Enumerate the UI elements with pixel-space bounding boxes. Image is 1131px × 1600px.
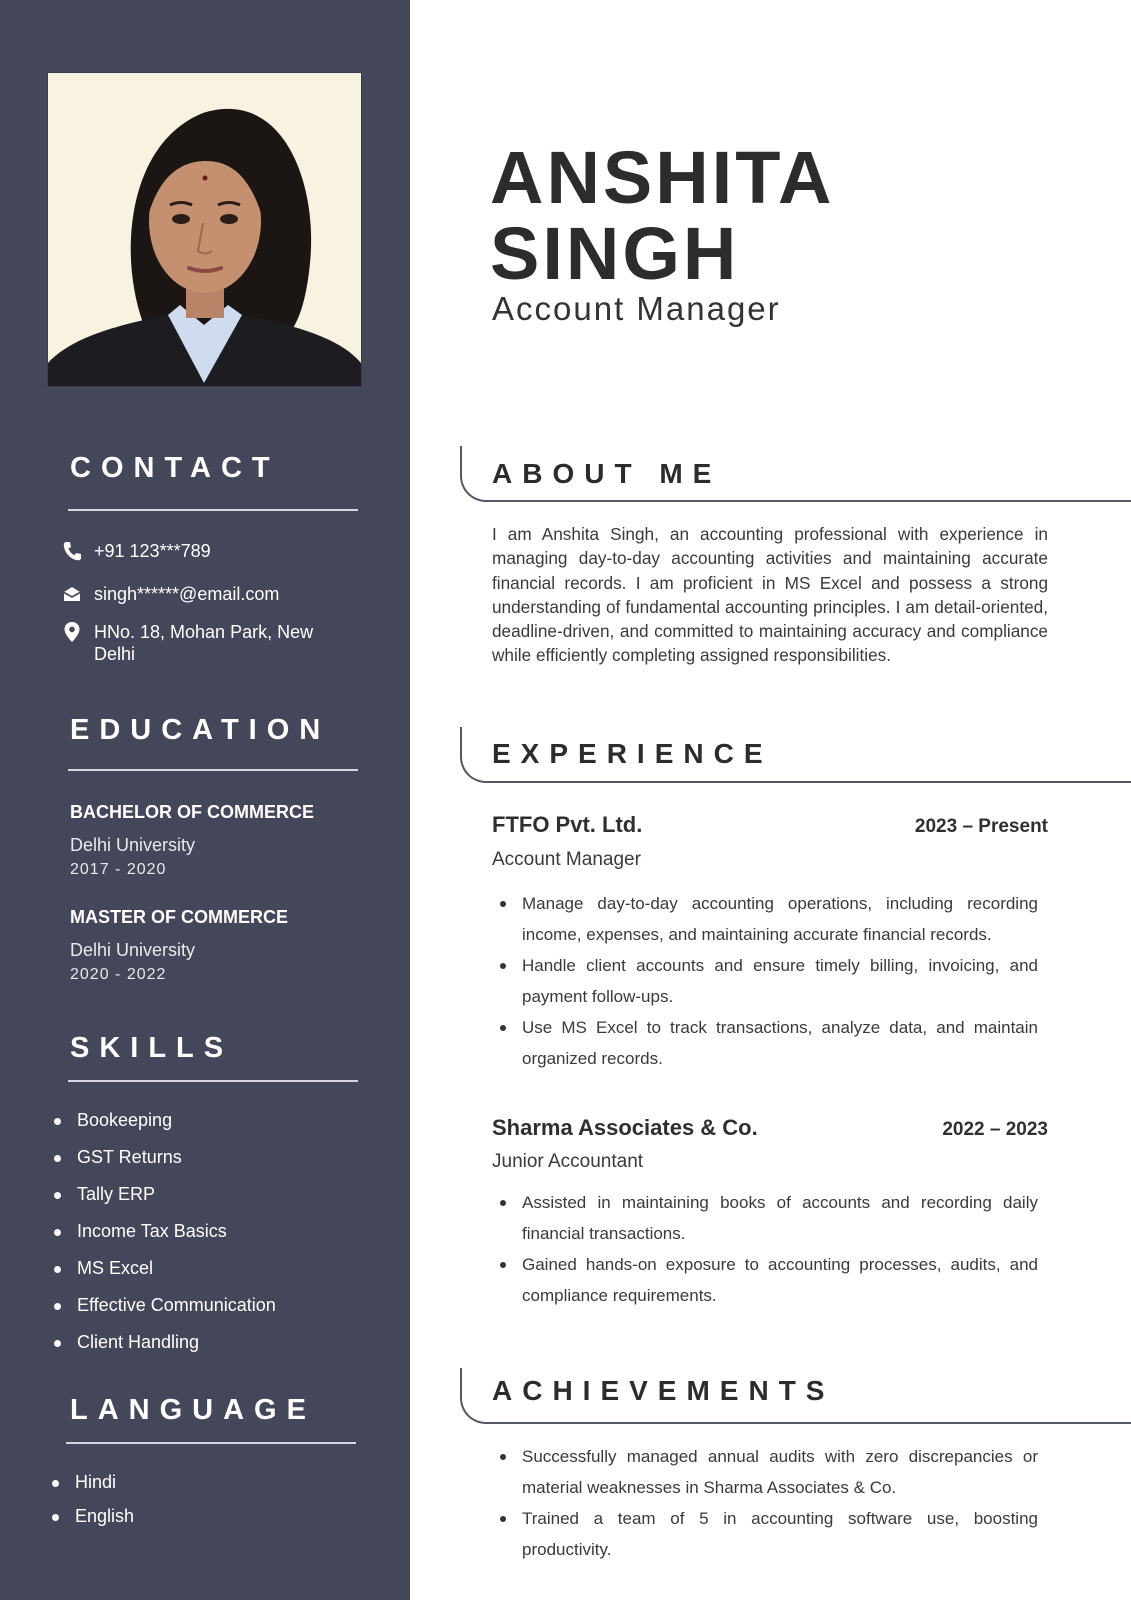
phone-text[interactable]: +91 123***789 (94, 541, 211, 561)
language-divider (66, 1442, 356, 1444)
job-bullet: Assisted in maintaining books of accounts and recording daily financial transactions. (498, 1187, 1038, 1249)
address-text: HNo. 18, Mohan Park, New Delhi (94, 622, 314, 664)
job-role: Account Manager (492, 849, 641, 870)
job-bullet: Gained hands-on exposure to accounting processes, audits, and compliance requirements. (498, 1249, 1038, 1311)
sidebar (0, 0, 410, 1600)
envelope-icon (62, 583, 82, 605)
job-bullets (498, 888, 1038, 1074)
job-dates: 2023 – Present (914, 816, 1048, 837)
contact-phone (62, 540, 211, 562)
job-dates: 2022 – 2023 (942, 1119, 1048, 1140)
skills-divider (68, 1080, 358, 1082)
name-first: ANSHITA (490, 136, 835, 219)
skills-list (53, 1110, 276, 1369)
location-pin-icon (62, 621, 82, 643)
language-list (51, 1472, 134, 1540)
job-role: Junior Accountant (492, 1151, 644, 1172)
about-text: I am Anshita Singh, an accounting professional with experience in managing day-to-day accounting activities and maintaining accurate financial records. I am proficient in MS Excel and possess a strong understanding of fundamental accounting principles. I am detail-oriented, deadline-driven, and committed to maintaining accuracy and compliance while efficiently completing assigned responsibilities. (492, 524, 1048, 666)
skills-heading: SKILLS (70, 1032, 234, 1064)
education-years: 2020 - 2022 (70, 966, 167, 983)
education-school: Delhi University (70, 835, 196, 855)
skill-item: Effective Communication (53, 1295, 276, 1332)
job-title: Account Manager (492, 290, 781, 327)
phone-icon (62, 540, 82, 562)
language-item: Hindi (51, 1472, 134, 1506)
achievements-heading: ACHIEVEMENTS (492, 1375, 835, 1406)
education-degree: MASTER OF COMMERCE (70, 907, 288, 927)
skill-item: MS Excel (53, 1258, 276, 1295)
job-bullet: Manage day-to-day accounting operations, including recording income, expenses, and maintaining accurate financial records. (498, 888, 1038, 950)
contact-divider (68, 509, 358, 511)
skill-item: Income Tax Basics (53, 1221, 276, 1258)
about-heading: ABOUT ME (492, 458, 722, 489)
skill-item: GST Returns (53, 1147, 276, 1184)
email-text[interactable]: singh******@email.com (94, 584, 280, 604)
experience-heading: EXPERIENCE (492, 738, 773, 769)
skill-item: Tally ERP (53, 1184, 276, 1221)
language-item: English (51, 1506, 134, 1540)
education-school: Delhi University (70, 940, 196, 960)
achievement-item: Successfully managed annual audits with zero discrepancies or material weaknesses in Sharma Associates & Co. (498, 1441, 1038, 1503)
job-bullet: Handle client accounts and ensure timely billing, invoicing, and payment follow-ups. (498, 950, 1038, 1012)
job-bullets (498, 1187, 1038, 1311)
contact-heading: CONTACT (70, 452, 280, 484)
contact-email (62, 583, 279, 605)
profile-photo (47, 72, 362, 387)
language-heading: LANGUAGE (70, 1394, 316, 1426)
education-years: 2017 - 2020 (70, 861, 167, 878)
achievements-list (498, 1441, 1038, 1565)
company-name: Sharma Associates & Co. (492, 1115, 758, 1140)
education-degree: BACHELOR OF COMMERCE (70, 802, 314, 822)
job-bullet: Use MS Excel to track transactions, analyze data, and maintain organized records. (498, 1012, 1038, 1074)
achievement-item: Trained a team of 5 in accounting software use, boosting productivity. (498, 1503, 1038, 1565)
contact-address (62, 621, 332, 665)
company-name: FTFO Pvt. Ltd. (492, 812, 643, 837)
name-last: SINGH (490, 212, 740, 295)
person-name (490, 136, 835, 295)
skill-item: Client Handling (53, 1332, 276, 1369)
skill-item: Bookeeping (53, 1110, 276, 1147)
education-divider (68, 769, 358, 771)
education-heading: EDUCATION (70, 714, 331, 746)
